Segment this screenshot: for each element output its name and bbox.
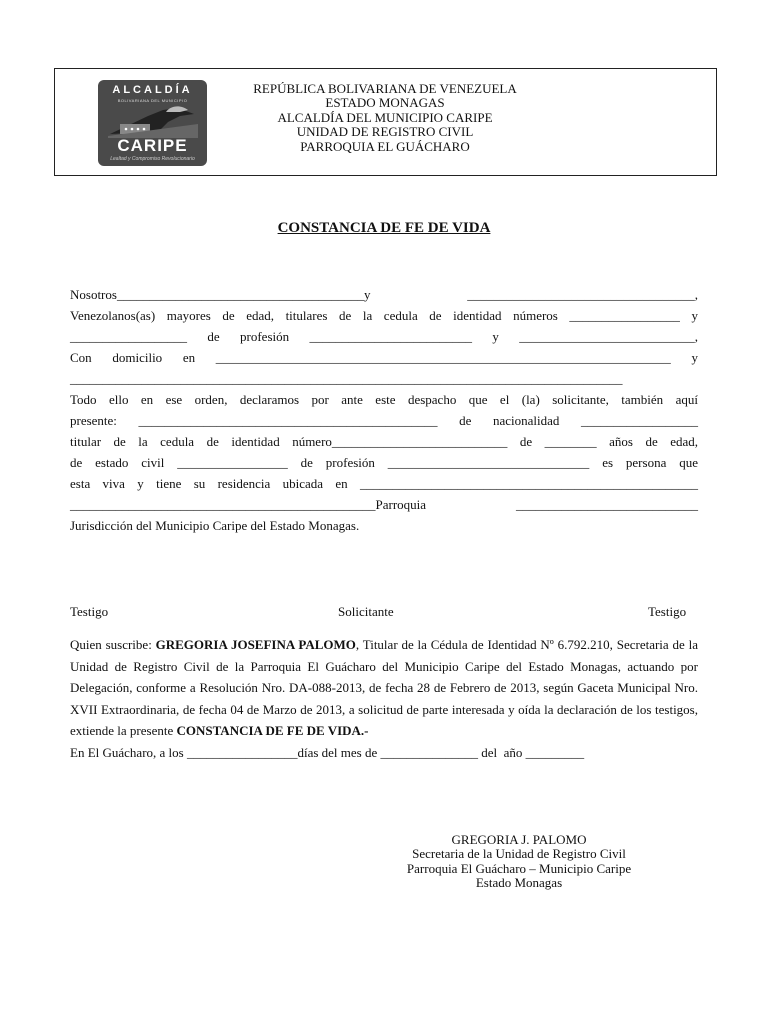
witnesses-block [70,284,698,389]
closing-line-1: Secretaria de la Unidad de Registro Civil [412,846,626,862]
declaration-line-4: de estado civil _________________ de profesión _______________________________ es persona que [70,455,698,470]
witnesses-line-1: Nosotros______________________________________y ___________________________________, [70,287,698,302]
logo-sub-text: BOLIVARIANA DEL MUNICIPIO [117,98,188,103]
witnesses-line-3: __________________ de profesión _________________________ y ___________________________, [70,329,698,344]
document-title: CONSTANCIA DE FE DE VIDA [277,220,491,236]
header-text [215,82,555,154]
closing-line-2: Parroquia El Guácharo – Municipio Caripe [406,860,632,876]
header-line-2: ESTADO MONAGAS [325,95,445,111]
declaration-line-5: esta viva y tiene su residencia ubicada en ____________________________________________________ [70,476,698,491]
declaration-line-2: presente: ______________________________________________ de nacionalidad __________________ [70,413,698,428]
declaration-line-6: _______________________________________________Parroquia ____________________________ [70,497,698,512]
header-line-3: ALCALDÍA DEL MUNICIPIO CARIPE [277,109,493,125]
closing-signature [0,833,768,891]
declaration-line-7: Jurisdicción del Municipio Caripe del Estado Monagas. [70,518,360,533]
certification-intro: Quien suscribe: [70,637,156,652]
witness-right-label: Testigo [648,604,687,619]
declaration-block [70,389,698,536]
header-line-4: UNIDAD DE REGISTRO CIVIL [296,124,474,140]
logo-slogan: Lealtad y Compromiso Revolucionario [110,156,195,162]
guacharo-bird-icon [108,104,198,138]
witnesses-line-5: _____________________________________________________________________________________ [70,371,623,386]
date-line: En El Guácharo, a los _________________días del mes de _______________ del año _________ [70,744,585,760]
header-line-1: REPÚBLICA BOLIVARIANA DE VENEZUELA [253,81,517,96]
closing-name: GREGORIA J. PALOMO [451,832,587,847]
logo-name: CARIPE [117,136,188,155]
declaration-line-3: titular de la cedula de identidad número___________________________ de ________ años de edad, [70,434,698,449]
witnesses-line-4: Con domicilio en ______________________________________________________________________ y [70,350,698,365]
header-line-5: PARROQUIA EL GUÁCHARO [300,138,470,154]
caripe-logo [98,80,207,166]
witness-left-label: Testigo [70,604,109,619]
declaration-line-1: Todo ello en ese orden, declaramos por ante este despacho que el (la) solicitante, también aquí [70,392,698,407]
witnesses-line-2: Venezolanos(as) mayores de edad, titulares de la cedula de identidad números _________________ y [70,308,698,323]
signatory-name: GREGORIA JOSEFINA PALOMO [155,637,356,652]
document-name-bold: CONSTANCIA DE FE DE VIDA.- [176,723,369,738]
certification-paragraph [70,634,698,763]
header-box [54,68,717,176]
closing-line-3: Estado Monagas [475,875,563,891]
applicant-label: Solicitante [338,604,394,619]
certification-body: , Titular de la Cédula de Identidad Nº 6.792.210, Secretaria de la Unidad de Registro Civil de la Parroquia El Guácharo del Municipio Caripe del Estado Monagas, actuando por Delegación, conforme a Resolución Nro. DA-088-2013, de fecha 28 de Febrero de 2013, según Gaceta Municipal Nro. XVII Extraordinaria, de fecha 04 de Marzo de 2013, a solicitud de parte interesada y oída la declaración de los testigos, extiende la presente [70,637,698,738]
logo-top-text: ALCALDÍA [112,84,193,96]
